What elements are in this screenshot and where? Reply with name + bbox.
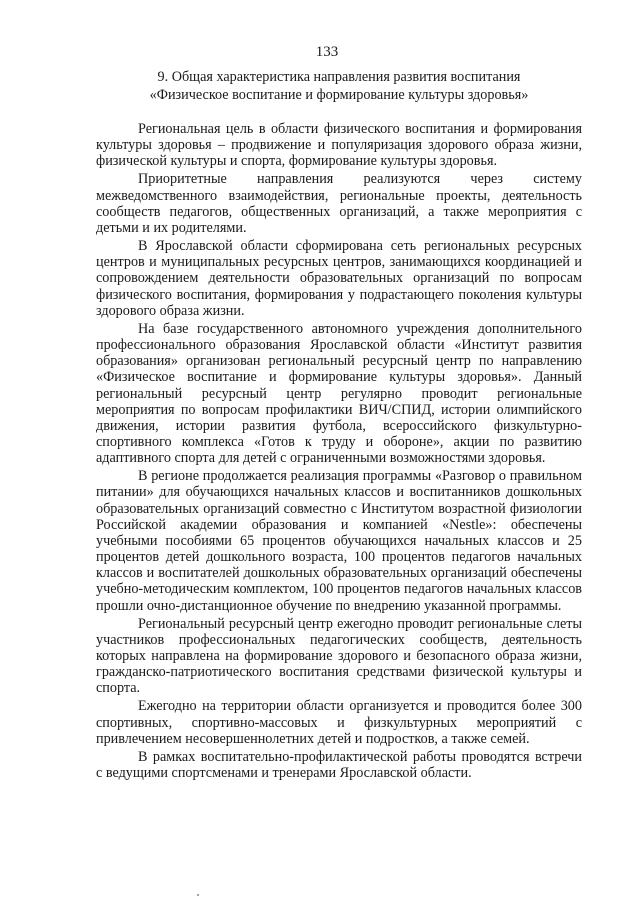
paragraph-athlete-meetings: В рамках воспитательно-профилактической работы проводятся встречи с ведущими спортсменами и тренерами Ярославской области. xyxy=(96,748,582,782)
paragraph-nutrition-program: В регионе продолжается реализация программы «Разговор о правильном питании» для обучающихся начальных классов и воспитанников дошкольных образовательных организаций совместно с Институтом возрастной физиологии Российской академии образования и компанией «Nestle»: обеспечены учебными пособиями 65 процентов обучающихся начальных классов и 25 процентов детей дошкольного возраста, 100 процентов педагогов начальных классов и воспитателей дошкольных образовательных организаций обеспечены учебно-методическим комплектом, 100 процентов педагогов начальных классов прошли очно-дистанционное обучение по внедрению указанной программы. xyxy=(96,468,582,614)
section-heading-line-2: «Физическое воспитание и формирование культуры здоровья» xyxy=(149,87,529,103)
paragraph-regional-goal: Региональная цель в области физического воспитания и формирования культуры здоровья – продвижение и популяризация здорового образа жизни, физической культуры и спорта, формирование культуры здоровья. xyxy=(96,121,582,170)
paragraph-resource-centers-network: В Ярославской области сформирована сеть региональных ресурсных центров и муниципальных ресурсных центров, занимающихся координацией и сопровождением деятельности образовательных организаций по вопросам физического воспитания, формирования у подрастающего поколения культуры здорового образа жизни. xyxy=(96,238,582,319)
paragraph-priority-directions: Приоритетные направления реализуются через систему межведомственного взаимодействия, региональные проекты, деятельность сообществ педагогов, общественных организаций, а также мероприятия с детьми и их родителями. xyxy=(96,171,582,236)
section-heading-line-1: 9. Общая характеристика направления развития воспитания xyxy=(157,69,521,85)
section-heading xyxy=(96,68,582,104)
body-text xyxy=(96,121,582,781)
paragraph-sport-events: Ежегодно на территории области организуется и проводится более 300 спортивных, спортивно-массовых и физкультурных мероприятий с привлечением несовершеннолетних детей и подростков, а также семей. xyxy=(96,698,582,747)
paragraph-institute-resource-center: На базе государственного автономного учреждения дополнительного профессионального образования Ярославской области «Институт развития образования» организован региональный ресурсный центр по направлению «Физическое воспитание и формирование культуры здоровья». Данный региональный ресурсный центр регулярно проводит региональные мероприятия по вопросам профилактики ВИЧ/СПИД, истории олимпийского движения, истории развития футбола, всероссийского физкультурно-спортивного комплекса «Готов к труду и обороне», акции по развитию адаптивного спорта для детей с ограниченными возможностями здоровья. xyxy=(96,320,582,467)
page-number: 133 xyxy=(315,44,339,60)
paragraph-annual-rallies: Региональный ресурсный центр ежегодно проводит региональные слеты участников профессиональных педагогических сообществ, деятельность которых направлена на формирование здорового и безопасного образа жизни, гражданско-патриотического воспитания средствами физической культуры и спорта. xyxy=(96,615,582,697)
scan-speck xyxy=(197,894,199,896)
